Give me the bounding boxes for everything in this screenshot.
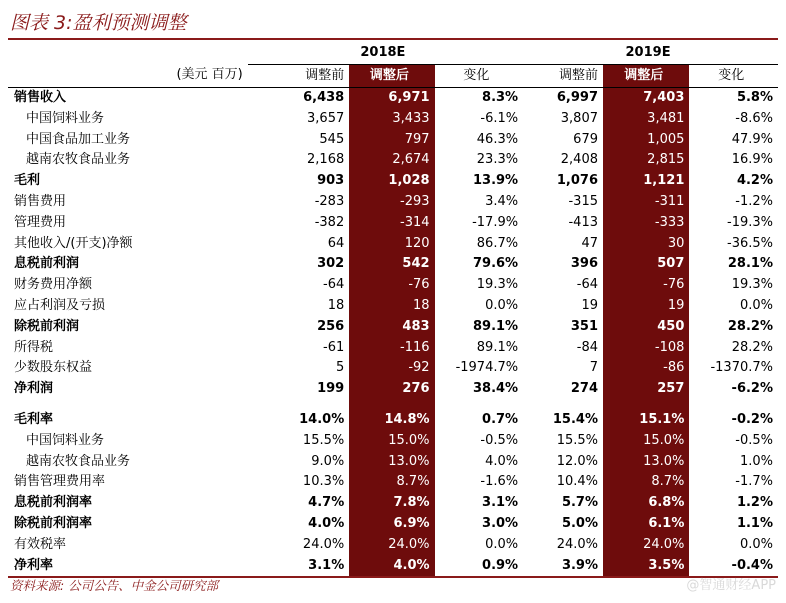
- value-cell: -86: [603, 358, 689, 379]
- unit-label: (美元 百万): [176, 67, 243, 83]
- value-cell: -1.7%: [735, 474, 773, 490]
- row-label: 净利润: [14, 381, 54, 397]
- value-cell: 3,807: [560, 110, 598, 126]
- value-cell: 10.3%: [302, 474, 345, 490]
- value-cell: 19: [603, 296, 689, 317]
- value-cell: 10.4%: [556, 474, 598, 490]
- year-header-blank: [8, 42, 248, 65]
- value-cell: -0.5%: [735, 432, 773, 448]
- value-cell: 8.7%: [603, 472, 689, 493]
- table-row: [8, 213, 778, 234]
- value-cell: -333: [603, 213, 689, 234]
- spacer-cell: [349, 400, 434, 410]
- value-cell: -382: [314, 214, 345, 230]
- value-cell: -315: [568, 193, 598, 209]
- value-cell: 5.0%: [561, 515, 598, 531]
- value-cell: 5.7%: [561, 495, 598, 511]
- value-cell: 396: [570, 256, 598, 272]
- value-cell: -1.6%: [480, 474, 519, 490]
- value-cell: 15.4%: [552, 411, 598, 427]
- table-row: [8, 275, 778, 296]
- value-cell: -92: [349, 358, 434, 379]
- row-label: 中国饲料业务: [26, 432, 105, 448]
- earnings-forecast-table: [8, 42, 778, 578]
- value-cell: 19.3%: [476, 277, 519, 293]
- figure-title: 图表 3:盈利预测调整: [10, 12, 187, 34]
- value-cell: 15.0%: [349, 431, 434, 452]
- value-cell: 6,971: [349, 88, 434, 109]
- value-cell: 450: [603, 317, 689, 338]
- spacer-cell: [435, 400, 524, 410]
- table-row: [8, 296, 778, 317]
- value-cell: 545: [319, 131, 345, 147]
- value-cell: 24.0%: [302, 536, 345, 552]
- value-cell: 256: [317, 318, 345, 334]
- value-cell: 23.3%: [476, 152, 519, 168]
- table-row: [8, 452, 778, 473]
- value-cell: 30: [603, 234, 689, 255]
- value-cell: 18: [349, 296, 434, 317]
- value-cell: -6.2%: [731, 381, 773, 397]
- value-cell: 38.4%: [472, 381, 519, 397]
- value-cell: 28.1%: [727, 256, 773, 272]
- row-label: 管理费用: [14, 214, 67, 230]
- value-cell: 2,168: [307, 152, 345, 168]
- value-cell: 8.3%: [482, 90, 519, 105]
- value-cell: -76: [603, 275, 689, 296]
- table-row: [8, 410, 778, 431]
- value-cell: 542: [349, 254, 434, 275]
- value-cell: 0.0%: [739, 536, 773, 552]
- table-row: [8, 88, 778, 109]
- row-label: 净利率: [8, 556, 248, 578]
- value-cell: 1,028: [349, 171, 434, 192]
- row-label: 销售费用: [14, 193, 67, 209]
- row-label: 其他收入/(开支)净额: [14, 235, 133, 251]
- table-row: [8, 431, 778, 452]
- value-cell: -64: [323, 277, 345, 293]
- value-cell: 9.0%: [311, 453, 345, 469]
- table-row: [8, 338, 778, 359]
- watermark: @智通财经APP: [686, 578, 776, 593]
- value-cell: 24.0%: [349, 535, 434, 556]
- table-row: [8, 254, 778, 275]
- value-cell: -17.9%: [472, 214, 519, 230]
- table-row: [8, 234, 778, 255]
- value-cell: 3,433: [349, 109, 434, 130]
- value-cell: -61: [323, 339, 345, 355]
- value-cell: 5: [335, 360, 345, 376]
- value-cell: 24.0%: [603, 535, 689, 556]
- value-cell: 1.2%: [736, 495, 773, 511]
- col-change-2018: 变化: [463, 67, 490, 83]
- row-label: 息税前利润率: [14, 495, 93, 511]
- table-row: [8, 109, 778, 130]
- spacer-row: [8, 400, 778, 410]
- value-cell: 2,674: [349, 150, 434, 171]
- value-cell: -1.2%: [735, 193, 773, 209]
- table-row: [8, 358, 778, 379]
- value-cell: 12.0%: [556, 453, 598, 469]
- value-cell: 0.0%: [485, 297, 519, 313]
- value-cell: 1.0%: [739, 453, 773, 469]
- year-header-row: [8, 42, 778, 65]
- value-cell: 1.1%: [736, 515, 773, 531]
- column-header-row: [8, 65, 778, 88]
- value-cell: 351: [570, 318, 598, 334]
- value-cell: 7.8%: [349, 493, 434, 514]
- value-cell: 89.1%: [472, 318, 519, 334]
- value-cell: 679: [573, 131, 598, 147]
- table-row: [8, 535, 778, 556]
- value-cell: 2,408: [560, 152, 598, 168]
- value-cell: 903: [317, 173, 345, 189]
- table-row: [8, 493, 778, 514]
- value-cell: 483: [349, 317, 434, 338]
- value-cell: 4.0%: [308, 515, 345, 531]
- value-cell: -64: [576, 277, 598, 293]
- col-before-2018: 调整前: [305, 67, 345, 83]
- value-cell: 0.0%: [739, 297, 773, 313]
- value-cell: 507: [603, 254, 689, 275]
- value-cell: 0.9%: [435, 556, 524, 578]
- value-cell: 5.8%: [736, 90, 773, 105]
- value-cell: -293: [349, 192, 434, 213]
- value-cell: 3.1%: [482, 495, 519, 511]
- value-cell: -1370.7%: [710, 360, 773, 376]
- col-after-2018: 调整后: [349, 65, 434, 88]
- table-row: [8, 130, 778, 151]
- value-cell: -19.3%: [727, 214, 773, 230]
- value-cell: 3.5%: [603, 556, 689, 578]
- year-header-2018e: 2018E: [248, 42, 523, 65]
- value-cell: 64: [327, 235, 345, 251]
- value-cell: -0.5%: [480, 432, 519, 448]
- value-cell: 3.1%: [248, 556, 350, 578]
- value-cell: 276: [349, 379, 434, 400]
- value-cell: -116: [349, 338, 434, 359]
- row-label: 越南农牧食品业务: [26, 453, 131, 469]
- spacer-cell: [689, 400, 778, 410]
- col-change-2019: 变化: [718, 67, 745, 83]
- table-row: [8, 171, 778, 192]
- table-row: [8, 150, 778, 171]
- value-cell: -6.1%: [480, 110, 519, 126]
- value-cell: 3,657: [307, 110, 345, 126]
- value-cell: 15.0%: [603, 431, 689, 452]
- value-cell: 3.4%: [485, 193, 519, 209]
- value-cell: 19: [581, 297, 598, 313]
- row-label: 少数股东权益: [14, 360, 93, 376]
- value-cell: 7,403: [603, 88, 689, 109]
- table-row: [8, 556, 778, 578]
- value-cell: 6,438: [303, 90, 345, 105]
- value-cell: 4.0%: [349, 556, 434, 578]
- row-label: 中国食品加工业务: [26, 131, 131, 147]
- value-cell: 7: [589, 360, 598, 376]
- value-cell: 79.6%: [472, 256, 519, 272]
- table-body: [8, 88, 778, 578]
- value-cell: 2,815: [603, 150, 689, 171]
- value-cell: 3.9%: [523, 556, 603, 578]
- row-label: 除税前利润: [14, 318, 80, 334]
- value-cell: 257: [603, 379, 689, 400]
- value-cell: 4.2%: [736, 173, 773, 189]
- table-row: [8, 379, 778, 400]
- value-cell: 1,121: [603, 171, 689, 192]
- row-label: 销售管理费用率: [14, 474, 106, 490]
- value-cell: 4.7%: [308, 495, 345, 511]
- value-cell: 120: [349, 234, 434, 255]
- value-cell: -8.6%: [735, 110, 773, 126]
- value-cell: -0.4%: [689, 556, 778, 578]
- value-cell: 302: [317, 256, 345, 272]
- table-row: [8, 472, 778, 493]
- title-divider: [8, 38, 778, 40]
- row-label: 销售收入: [14, 90, 67, 105]
- value-cell: -283: [314, 193, 345, 209]
- value-cell: 15.5%: [556, 432, 598, 448]
- row-label: 息税前利润: [14, 256, 80, 272]
- value-cell: 4.0%: [485, 453, 519, 469]
- row-label: 应占利润及亏损: [14, 297, 106, 313]
- value-cell: 3.0%: [482, 515, 519, 531]
- table-row: [8, 192, 778, 213]
- value-cell: 0.0%: [485, 536, 519, 552]
- value-cell: 46.3%: [476, 131, 519, 147]
- value-cell: 16.9%: [731, 152, 773, 168]
- row-label: 所得税: [14, 339, 54, 355]
- value-cell: -76: [349, 275, 434, 296]
- spacer-cell: [603, 400, 689, 410]
- value-cell: 14.0%: [299, 411, 345, 427]
- value-cell: -1974.7%: [455, 360, 519, 376]
- value-cell: 47.9%: [731, 131, 773, 147]
- value-cell: 1,005: [603, 130, 689, 151]
- value-cell: 274: [570, 381, 598, 397]
- row-label: 除税前利润率: [14, 515, 93, 531]
- value-cell: -413: [568, 214, 598, 230]
- value-cell: -0.2%: [731, 411, 773, 427]
- value-cell: 0.7%: [482, 411, 519, 427]
- value-cell: 8.7%: [349, 472, 434, 493]
- table-row: [8, 514, 778, 535]
- value-cell: 13.0%: [349, 452, 434, 473]
- value-cell: 15.5%: [302, 432, 345, 448]
- spacer-cell: [523, 400, 603, 410]
- value-cell: 3,481: [603, 109, 689, 130]
- row-label: 中国饲料业务: [26, 110, 105, 126]
- value-cell: 13.0%: [603, 452, 689, 473]
- value-cell: -84: [576, 339, 598, 355]
- value-cell: 47: [581, 235, 598, 251]
- value-cell: -108: [603, 338, 689, 359]
- value-cell: 28.2%: [731, 339, 773, 355]
- table-row: [8, 317, 778, 338]
- source-note: 资料来源: 公司公告、中金公司研究部: [10, 578, 219, 593]
- value-cell: 797: [349, 130, 434, 151]
- value-cell: 6.1%: [603, 514, 689, 535]
- col-after-2019: 调整后: [603, 65, 689, 88]
- spacer-cell: [8, 400, 248, 410]
- value-cell: 14.8%: [349, 410, 434, 431]
- row-label: 财务费用净额: [14, 277, 93, 293]
- value-cell: 13.9%: [472, 173, 519, 189]
- value-cell: 6.9%: [349, 514, 434, 535]
- value-cell: 6.8%: [603, 493, 689, 514]
- row-label: 有效税率: [14, 536, 67, 552]
- value-cell: 86.7%: [476, 235, 519, 251]
- value-cell: -36.5%: [727, 235, 773, 251]
- value-cell: -314: [349, 213, 434, 234]
- row-label: 越南农牧食品业务: [26, 152, 131, 168]
- value-cell: 15.1%: [603, 410, 689, 431]
- year-header-2019e: 2019E: [523, 42, 778, 65]
- value-cell: 89.1%: [476, 339, 519, 355]
- value-cell: 28.2%: [727, 318, 773, 334]
- value-cell: 199: [317, 381, 345, 397]
- value-cell: 1,076: [556, 173, 598, 189]
- value-cell: 6,997: [556, 90, 598, 105]
- value-cell: 19.3%: [731, 277, 773, 293]
- row-label: 毛利率: [14, 411, 54, 427]
- value-cell: -311: [603, 192, 689, 213]
- spacer-cell: [248, 400, 350, 410]
- row-label: 毛利: [14, 173, 41, 189]
- value-cell: 18: [327, 297, 345, 313]
- col-before-2019: 调整前: [558, 67, 598, 83]
- value-cell: 24.0%: [556, 536, 598, 552]
